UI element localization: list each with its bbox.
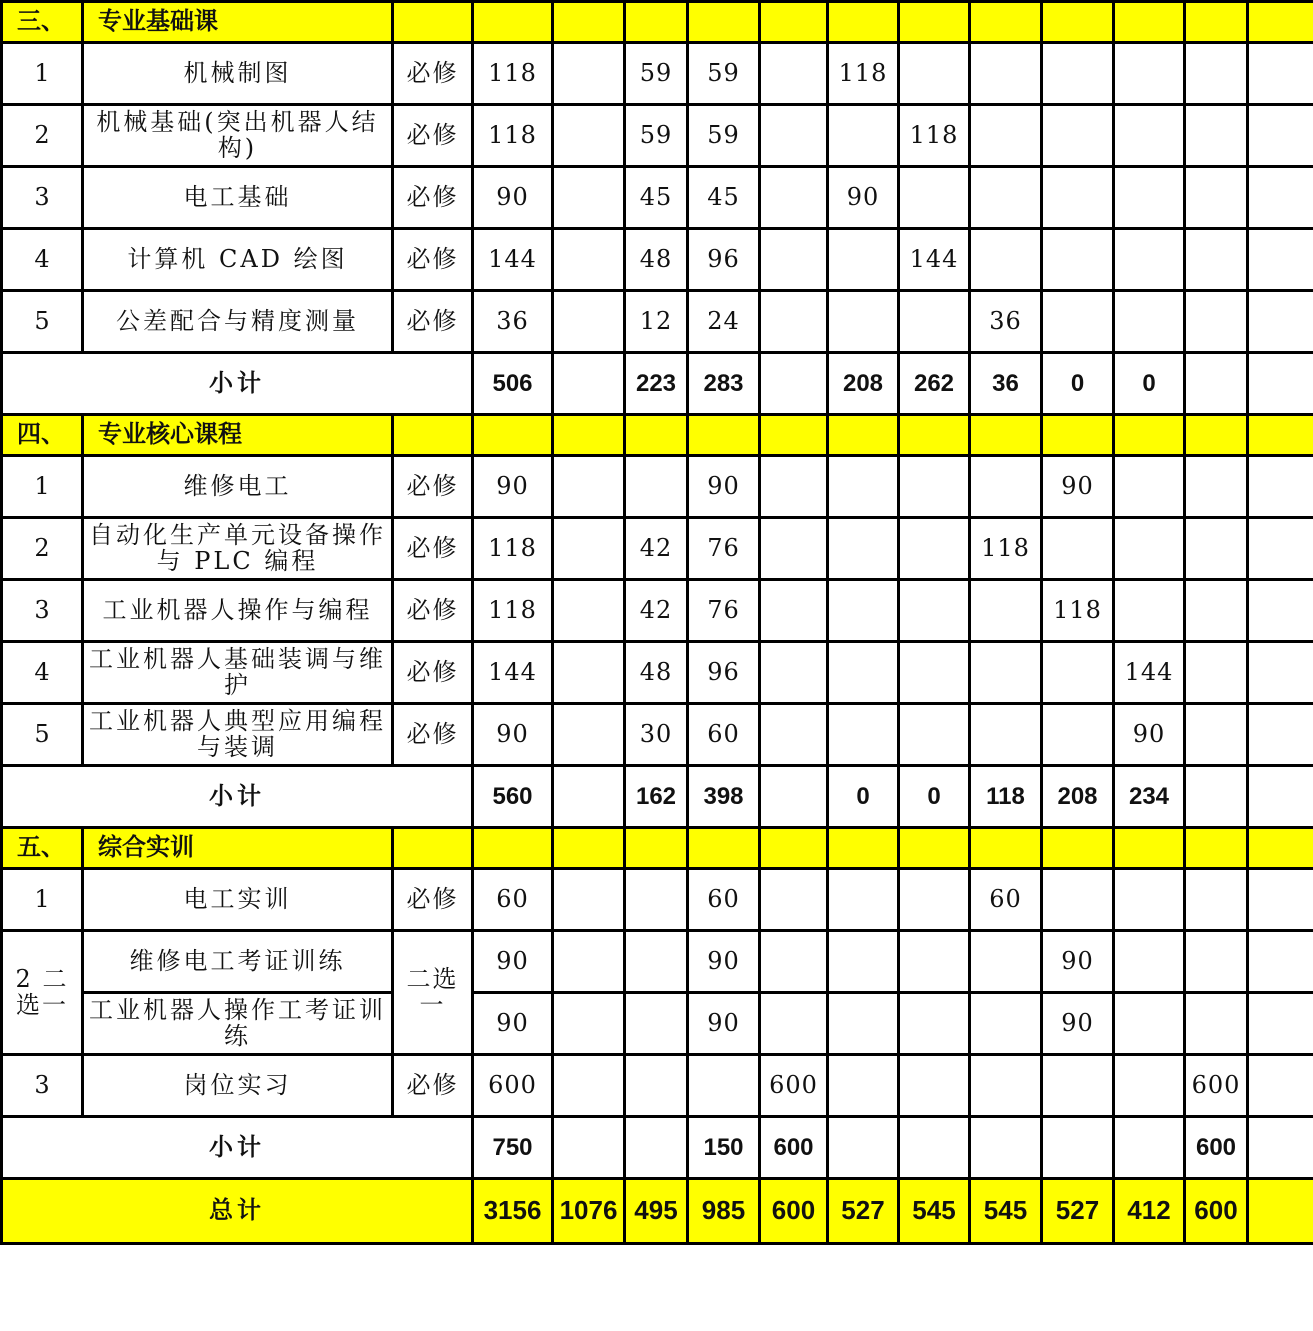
course-name: 电工实训 xyxy=(83,869,393,931)
hours-cell xyxy=(760,642,828,704)
course-type: 必修 xyxy=(393,167,473,229)
subtotal-cell: 600 xyxy=(760,1117,828,1179)
hours-cell xyxy=(553,167,625,229)
hours-cell xyxy=(760,993,828,1055)
table-row xyxy=(2,43,1313,105)
section-header xyxy=(2,828,1313,869)
row-index: 5 xyxy=(2,291,83,353)
subtotal-cell: 36 xyxy=(970,353,1042,415)
section-title: 专业核心课程 xyxy=(83,415,393,456)
subtotal-cell xyxy=(1185,353,1248,415)
hours-cell xyxy=(1042,518,1114,580)
hours-cell xyxy=(1114,1055,1185,1117)
subtotal-row xyxy=(2,766,1313,828)
section-number: 三、 xyxy=(2,2,83,43)
grand-total-cell: 527 xyxy=(828,1179,899,1244)
hours-cell xyxy=(828,869,899,931)
grand-total-label: 总计 xyxy=(2,1179,473,1244)
course-type: 二选一 xyxy=(393,931,473,1055)
hours-cell xyxy=(1114,456,1185,518)
course-name: 岗位实习 xyxy=(83,1055,393,1117)
hours-cell xyxy=(553,105,625,167)
hours-cell xyxy=(899,993,970,1055)
hours-cell xyxy=(828,704,899,766)
table-row xyxy=(2,518,1313,580)
hours-cell xyxy=(970,931,1042,993)
total-hours: 60 xyxy=(473,869,553,931)
course-name: 电工基础 xyxy=(83,167,393,229)
hours-cell xyxy=(1042,291,1114,353)
hours-cell xyxy=(760,43,828,105)
hours-cell xyxy=(1114,229,1185,291)
hours-cell: 24 xyxy=(688,291,760,353)
hours-cell xyxy=(970,167,1042,229)
hours-cell xyxy=(899,931,970,993)
hours-cell xyxy=(1185,229,1248,291)
course-type: 必修 xyxy=(393,456,473,518)
hours-cell xyxy=(828,580,899,642)
subtotal-cell xyxy=(760,353,828,415)
subtotal-label: 小计 xyxy=(2,766,473,828)
hours-cell: 90 xyxy=(688,456,760,518)
row-index: 2 xyxy=(2,518,83,580)
course-name: 维修电工考证训练 xyxy=(83,931,393,993)
hours-cell xyxy=(553,229,625,291)
section-number: 五、 xyxy=(2,828,83,869)
hours-cell xyxy=(553,704,625,766)
hours-cell xyxy=(828,518,899,580)
hours-cell xyxy=(1248,642,1313,704)
table-row xyxy=(2,229,1313,291)
hours-cell xyxy=(760,580,828,642)
hours-cell xyxy=(899,1055,970,1117)
total-hours: 144 xyxy=(473,642,553,704)
hours-cell: 600 xyxy=(760,1055,828,1117)
hours-cell: 60 xyxy=(688,869,760,931)
subtotal-hours: 750 xyxy=(473,1117,553,1179)
subtotal-cell xyxy=(1248,353,1313,415)
hours-cell: 118 xyxy=(1042,580,1114,642)
hours-cell xyxy=(1042,43,1114,105)
hours-cell xyxy=(899,642,970,704)
grand-total-cell: 495 xyxy=(625,1179,688,1244)
course-name: 公差配合与精度测量 xyxy=(83,291,393,353)
section-header xyxy=(2,415,1313,456)
grand-total-cell: 545 xyxy=(970,1179,1042,1244)
hours-cell xyxy=(970,1055,1042,1117)
hours-cell xyxy=(1248,580,1313,642)
hours-cell: 90 xyxy=(1042,993,1114,1055)
course-type: 必修 xyxy=(393,43,473,105)
hours-cell xyxy=(760,518,828,580)
total-hours: 90 xyxy=(473,704,553,766)
grand-total-cell xyxy=(1248,1179,1313,1244)
hours-cell xyxy=(899,869,970,931)
subtotal-label: 小计 xyxy=(2,353,473,415)
hours-cell xyxy=(1248,167,1313,229)
table-row xyxy=(2,167,1313,229)
course-type: 必修 xyxy=(393,869,473,931)
hours-cell: 30 xyxy=(625,704,688,766)
subtotal-row xyxy=(2,353,1313,415)
subtotal-cell xyxy=(899,1117,970,1179)
hours-cell xyxy=(1114,580,1185,642)
hours-cell: 59 xyxy=(688,43,760,105)
hours-cell xyxy=(760,167,828,229)
hours-cell xyxy=(1042,869,1114,931)
hours-cell xyxy=(970,704,1042,766)
subtotal-cell: 162 xyxy=(625,766,688,828)
subtotal-cell: 223 xyxy=(625,353,688,415)
hours-cell: 90 xyxy=(1042,456,1114,518)
hours-cell xyxy=(899,704,970,766)
hours-cell xyxy=(970,105,1042,167)
course-type: 必修 xyxy=(393,642,473,704)
hours-cell xyxy=(760,869,828,931)
hours-cell: 59 xyxy=(688,105,760,167)
subtotal-cell: 0 xyxy=(899,766,970,828)
course-name: 工业机器人操作与编程 xyxy=(83,580,393,642)
hours-cell xyxy=(1042,167,1114,229)
hours-cell xyxy=(1114,518,1185,580)
hours-cell xyxy=(828,931,899,993)
hours-cell: 60 xyxy=(688,704,760,766)
course-name: 自动化生产单元设备操作与 PLC 编程 xyxy=(83,518,393,580)
subtotal-cell xyxy=(1248,1117,1313,1179)
subtotal-cell xyxy=(553,766,625,828)
grand-total-cell: 527 xyxy=(1042,1179,1114,1244)
hours-cell: 90 xyxy=(828,167,899,229)
hours-cell xyxy=(970,43,1042,105)
subtotal-hours: 560 xyxy=(473,766,553,828)
hours-cell: 48 xyxy=(625,642,688,704)
row-index: 4 xyxy=(2,642,83,704)
subtotal-cell: 150 xyxy=(688,1117,760,1179)
hours-cell xyxy=(625,1055,688,1117)
grand-total-hours: 3156 xyxy=(473,1179,553,1244)
subtotal-cell xyxy=(625,1117,688,1179)
hours-cell xyxy=(1114,869,1185,931)
course-name: 机械基础(突出机器人结构) xyxy=(83,105,393,167)
hours-cell xyxy=(553,43,625,105)
hours-cell xyxy=(1248,869,1313,931)
total-hours: 90 xyxy=(473,993,553,1055)
hours-cell xyxy=(828,1055,899,1117)
hours-cell xyxy=(1185,291,1248,353)
grand-total-cell: 412 xyxy=(1114,1179,1185,1244)
total-hours: 118 xyxy=(473,43,553,105)
hours-cell xyxy=(1185,580,1248,642)
hours-cell: 76 xyxy=(688,518,760,580)
hours-cell: 118 xyxy=(970,518,1042,580)
hours-cell xyxy=(899,167,970,229)
subtotal-label: 小计 xyxy=(2,1117,473,1179)
hours-cell: 48 xyxy=(625,229,688,291)
table-row xyxy=(2,456,1313,518)
hours-cell xyxy=(625,456,688,518)
hours-cell xyxy=(899,291,970,353)
hours-cell xyxy=(1114,291,1185,353)
subtotal-cell xyxy=(1185,766,1248,828)
course-name: 工业机器人典型应用编程与装调 xyxy=(83,704,393,766)
hours-cell: 600 xyxy=(1185,1055,1248,1117)
subtotal-cell: 208 xyxy=(828,353,899,415)
subtotal-cell xyxy=(760,766,828,828)
hours-cell xyxy=(1114,43,1185,105)
hours-cell xyxy=(1042,229,1114,291)
total-hours: 90 xyxy=(473,456,553,518)
total-hours: 90 xyxy=(473,167,553,229)
subtotal-cell xyxy=(970,1117,1042,1179)
subtotal-hours: 506 xyxy=(473,353,553,415)
hours-cell xyxy=(1248,43,1313,105)
hours-cell xyxy=(1185,105,1248,167)
row-index: 2 xyxy=(2,105,83,167)
hours-cell xyxy=(625,869,688,931)
grand-total-cell: 600 xyxy=(760,1179,828,1244)
row-index: 3 xyxy=(2,580,83,642)
subtotal-cell: 208 xyxy=(1042,766,1114,828)
hours-cell xyxy=(970,580,1042,642)
course-type: 必修 xyxy=(393,105,473,167)
hours-cell: 90 xyxy=(1114,704,1185,766)
hours-cell: 144 xyxy=(899,229,970,291)
subtotal-cell: 262 xyxy=(899,353,970,415)
course-name: 工业机器人操作工考证训练 xyxy=(83,993,393,1055)
hours-cell xyxy=(828,229,899,291)
hours-cell xyxy=(828,105,899,167)
row-index: 5 xyxy=(2,704,83,766)
hours-cell: 45 xyxy=(625,167,688,229)
course-name: 维修电工 xyxy=(83,456,393,518)
hours-cell xyxy=(899,580,970,642)
hours-cell xyxy=(1248,518,1313,580)
subtotal-cell xyxy=(1042,1117,1114,1179)
total-hours: 144 xyxy=(473,229,553,291)
hours-cell xyxy=(760,229,828,291)
total-hours: 118 xyxy=(473,580,553,642)
course-type: 必修 xyxy=(393,580,473,642)
table-row xyxy=(2,993,1313,1055)
grand-total-cell: 600 xyxy=(1185,1179,1248,1244)
course-name: 计算机 CAD 绘图 xyxy=(83,229,393,291)
hours-cell xyxy=(1248,105,1313,167)
section-number: 四、 xyxy=(2,415,83,456)
hours-cell xyxy=(1248,229,1313,291)
hours-cell: 42 xyxy=(625,580,688,642)
table-row xyxy=(2,931,1313,993)
total-hours: 118 xyxy=(473,105,553,167)
subtotal-cell xyxy=(1248,766,1313,828)
hours-cell: 118 xyxy=(828,43,899,105)
subtotal-cell: 0 xyxy=(1114,353,1185,415)
total-hours: 90 xyxy=(473,931,553,993)
hours-cell xyxy=(553,869,625,931)
hours-cell xyxy=(1248,993,1313,1055)
table-row xyxy=(2,642,1313,704)
subtotal-cell xyxy=(1114,1117,1185,1179)
hours-cell xyxy=(1114,167,1185,229)
hours-cell xyxy=(899,43,970,105)
course-type: 必修 xyxy=(393,704,473,766)
section-title: 专业基础课 xyxy=(83,2,393,43)
table-row xyxy=(2,1055,1313,1117)
table-row xyxy=(2,869,1313,931)
hours-cell xyxy=(1185,869,1248,931)
table-row xyxy=(2,291,1313,353)
hours-cell: 60 xyxy=(970,869,1042,931)
grand-total-cell: 985 xyxy=(688,1179,760,1244)
course-type: 必修 xyxy=(393,1055,473,1117)
hours-cell: 90 xyxy=(688,931,760,993)
hours-cell xyxy=(1185,456,1248,518)
hours-cell: 96 xyxy=(688,229,760,291)
hours-cell: 144 xyxy=(1114,642,1185,704)
hours-cell xyxy=(899,518,970,580)
hours-cell xyxy=(760,931,828,993)
grand-total-cell: 545 xyxy=(899,1179,970,1244)
row-index: 1 xyxy=(2,43,83,105)
course-type: 必修 xyxy=(393,229,473,291)
hours-cell xyxy=(1185,931,1248,993)
hours-cell: 59 xyxy=(625,43,688,105)
hours-cell xyxy=(1248,1055,1313,1117)
table-row xyxy=(2,580,1313,642)
subtotal-cell xyxy=(553,353,625,415)
hours-cell xyxy=(625,931,688,993)
hours-cell: 42 xyxy=(625,518,688,580)
hours-cell: 45 xyxy=(688,167,760,229)
hours-cell xyxy=(828,291,899,353)
hours-cell xyxy=(1042,704,1114,766)
row-index: 3 xyxy=(2,167,83,229)
total-hours: 600 xyxy=(473,1055,553,1117)
hours-cell xyxy=(1042,1055,1114,1117)
hours-cell xyxy=(625,993,688,1055)
hours-cell xyxy=(760,105,828,167)
hours-cell xyxy=(1185,43,1248,105)
hours-cell xyxy=(1248,291,1313,353)
hours-cell xyxy=(1114,931,1185,993)
hours-cell: 12 xyxy=(625,291,688,353)
hours-cell xyxy=(760,704,828,766)
row-index: 1 xyxy=(2,869,83,931)
hours-cell xyxy=(1248,456,1313,518)
hours-cell xyxy=(899,456,970,518)
row-index: 2 二选一 xyxy=(2,931,83,1055)
hours-cell xyxy=(1248,704,1313,766)
subtotal-cell: 0 xyxy=(1042,353,1114,415)
hours-cell xyxy=(828,456,899,518)
subtotal-row xyxy=(2,1117,1313,1179)
section-title: 综合实训 xyxy=(83,828,393,869)
hours-cell xyxy=(1042,642,1114,704)
hours-cell xyxy=(553,1055,625,1117)
hours-cell xyxy=(828,642,899,704)
hours-cell xyxy=(1042,105,1114,167)
subtotal-cell: 0 xyxy=(828,766,899,828)
hours-cell: 90 xyxy=(688,993,760,1055)
grand-total-row xyxy=(2,1179,1313,1244)
hours-cell xyxy=(1114,993,1185,1055)
subtotal-cell: 283 xyxy=(688,353,760,415)
hours-cell xyxy=(1185,993,1248,1055)
hours-cell xyxy=(970,642,1042,704)
row-index: 3 xyxy=(2,1055,83,1117)
hours-cell xyxy=(1185,642,1248,704)
course-type: 必修 xyxy=(393,291,473,353)
hours-cell xyxy=(553,456,625,518)
course-name: 工业机器人基础装调与维护 xyxy=(83,642,393,704)
total-hours: 118 xyxy=(473,518,553,580)
hours-cell xyxy=(553,993,625,1055)
subtotal-cell: 118 xyxy=(970,766,1042,828)
hours-cell xyxy=(760,291,828,353)
hours-cell xyxy=(828,993,899,1055)
course-type: 必修 xyxy=(393,518,473,580)
hours-cell xyxy=(1185,518,1248,580)
hours-cell xyxy=(970,229,1042,291)
row-index: 1 xyxy=(2,456,83,518)
table-row xyxy=(2,105,1313,167)
hours-cell xyxy=(970,456,1042,518)
hours-cell xyxy=(760,456,828,518)
grand-total-cell: 1076 xyxy=(553,1179,625,1244)
hours-cell xyxy=(553,580,625,642)
hours-cell: 118 xyxy=(899,105,970,167)
hours-cell xyxy=(1185,167,1248,229)
table-row xyxy=(2,704,1313,766)
hours-cell: 59 xyxy=(625,105,688,167)
subtotal-cell: 234 xyxy=(1114,766,1185,828)
row-index: 4 xyxy=(2,229,83,291)
subtotal-cell xyxy=(553,1117,625,1179)
hours-cell xyxy=(553,642,625,704)
course-name: 机械制图 xyxy=(83,43,393,105)
hours-cell xyxy=(553,518,625,580)
hours-cell: 36 xyxy=(970,291,1042,353)
hours-cell xyxy=(553,291,625,353)
hours-cell: 96 xyxy=(688,642,760,704)
hours-cell: 76 xyxy=(688,580,760,642)
subtotal-cell: 600 xyxy=(1185,1117,1248,1179)
hours-cell: 90 xyxy=(1042,931,1114,993)
hours-cell xyxy=(970,993,1042,1055)
hours-cell xyxy=(553,931,625,993)
section-header xyxy=(2,2,1313,43)
hours-cell xyxy=(1185,704,1248,766)
subtotal-cell: 398 xyxy=(688,766,760,828)
subtotal-cell xyxy=(828,1117,899,1179)
hours-cell xyxy=(688,1055,760,1117)
hours-cell xyxy=(1114,105,1185,167)
hours-cell xyxy=(1248,931,1313,993)
total-hours: 36 xyxy=(473,291,553,353)
